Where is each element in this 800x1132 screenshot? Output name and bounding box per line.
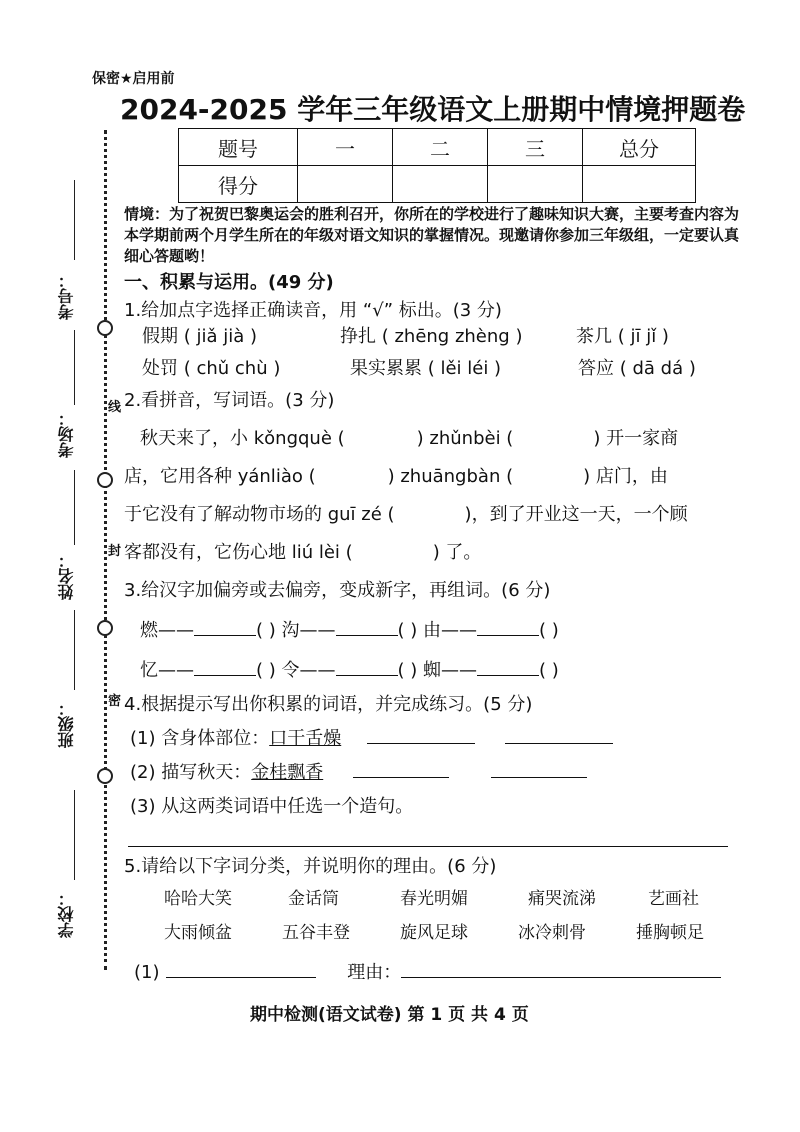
word-paren[interactable]: ( ) bbox=[539, 660, 559, 681]
page-footer: 期中检测(语文试卷) 第 1 页 共 4 页 bbox=[250, 1005, 529, 1025]
pinyin-choice-item[interactable]: 挣扎 ( zhēng zhèng ) bbox=[340, 326, 523, 347]
word-paren[interactable]: ( ) bbox=[397, 660, 418, 681]
word-blank[interactable] bbox=[367, 743, 475, 744]
score-table-header-row bbox=[179, 129, 696, 166]
score-cell: 得分 bbox=[179, 166, 298, 203]
q4-item-3: (3) 从这两类词语中任选一个造句。 bbox=[130, 796, 414, 817]
q2-text: 店，它用各种 yánliào ( bbox=[124, 466, 316, 487]
q3-char: 燃—— bbox=[140, 620, 194, 641]
pinyin-choice-item[interactable]: 答应 ( dā dá ) bbox=[578, 358, 696, 379]
score-input-cell[interactable] bbox=[393, 166, 488, 203]
score-table bbox=[178, 128, 696, 203]
classify-word: 金话筒 bbox=[288, 889, 339, 909]
category-blank[interactable] bbox=[166, 977, 316, 978]
word-paren[interactable]: ( ) bbox=[256, 660, 276, 681]
reason-label: 理由： bbox=[347, 962, 402, 983]
seal-char: 密 bbox=[108, 694, 122, 709]
new-char-blank[interactable] bbox=[194, 675, 256, 676]
binding-hole bbox=[97, 472, 113, 488]
q2-text: ) 开一家商 bbox=[593, 428, 679, 449]
name-line[interactable] bbox=[74, 470, 75, 545]
binding-dotted-line bbox=[104, 130, 107, 970]
q5-words-row-1 bbox=[164, 884, 699, 909]
word-blank[interactable] bbox=[505, 743, 613, 744]
seal-char: 封 bbox=[108, 544, 122, 559]
pinyin-choice-item[interactable]: 茶几 ( jī jǐ ) bbox=[576, 326, 669, 347]
binding-hole bbox=[97, 768, 113, 784]
q2-text: ) zhuāngbàn ( bbox=[387, 466, 514, 487]
pinyin-choice-item[interactable]: 处罚 ( chǔ chù ) bbox=[142, 358, 281, 379]
classify-word: 大雨倾盆 bbox=[164, 923, 232, 943]
classify-word: 捶胸顿足 bbox=[636, 923, 704, 943]
q4-label: (2) 描写秋天： bbox=[130, 762, 252, 783]
answer-index-label: (1) bbox=[134, 962, 160, 983]
seal-char: 线 bbox=[108, 400, 122, 415]
score-table-score-row bbox=[179, 166, 696, 203]
sentence-answer-line[interactable] bbox=[128, 846, 728, 847]
q3-char: 蜘—— bbox=[423, 660, 478, 681]
q2-text: )，到了开业这一天，一个顾 bbox=[464, 504, 688, 525]
side-label-name: 姓名： bbox=[57, 552, 76, 600]
q2-text: 客都没有，它伤心地 liú lèi ( bbox=[124, 542, 353, 563]
q5-words-row-2 bbox=[164, 918, 704, 943]
score-cell: 题号 bbox=[179, 129, 298, 166]
q4-example-word: 金桂飘香 bbox=[251, 762, 324, 783]
side-label-class: 班级： bbox=[57, 700, 76, 748]
exam-room-line[interactable] bbox=[74, 330, 75, 405]
q4-label: (1) 含身体部位： bbox=[130, 728, 270, 749]
exam-number-line[interactable] bbox=[74, 180, 75, 260]
q3-char: 由—— bbox=[423, 620, 478, 641]
classify-word: 旋风足球 bbox=[400, 923, 468, 943]
new-char-blank[interactable] bbox=[477, 635, 539, 636]
context-intro: 情境：为了祝贺巴黎奥运会的胜利召开，你所在的学校进行了趣味知识大赛，主要考查内容为本学期前两个月学生所在的年级对语文知识的掌握情况。现邀请你参加三年级组，一定要认真细心答题哟！ bbox=[124, 205, 740, 265]
side-label-school: 学校： bbox=[57, 890, 76, 938]
binding-hole bbox=[97, 620, 113, 636]
q2-line-2 bbox=[124, 462, 668, 488]
q3-char: 沟—— bbox=[281, 620, 336, 641]
pinyin-choice-item[interactable]: 果实累累 ( lěi léi ) bbox=[350, 358, 502, 379]
new-char-blank[interactable] bbox=[477, 675, 539, 676]
word-blank[interactable] bbox=[353, 777, 449, 778]
q3-row-2 bbox=[140, 656, 559, 682]
score-input-cell[interactable] bbox=[583, 166, 696, 203]
word-paren[interactable]: ( ) bbox=[256, 620, 276, 641]
score-input-cell[interactable] bbox=[488, 166, 583, 203]
question-5-title: 5.请给以下字词分类，并说明你的理由。(6 分) bbox=[124, 856, 497, 877]
classify-word: 痛哭流涕 bbox=[528, 889, 596, 909]
word-paren[interactable]: ( ) bbox=[397, 620, 418, 641]
q3-char: 令—— bbox=[281, 660, 336, 681]
q3-char: 忆—— bbox=[140, 660, 194, 681]
pinyin-choice-item[interactable]: 假期 ( jiǎ jià ) bbox=[142, 326, 257, 347]
q2-text: 于它没有了解动物市场的 guī zé ( bbox=[124, 504, 395, 525]
score-input-cell[interactable] bbox=[298, 166, 393, 203]
section-1-title: 一、积累与运用。(49 分) bbox=[124, 272, 334, 293]
score-cell: 二 bbox=[393, 129, 488, 166]
q2-text: ) 了。 bbox=[432, 542, 482, 563]
side-label-exam-number: 考号： bbox=[57, 272, 76, 320]
new-char-blank[interactable] bbox=[194, 635, 256, 636]
q2-text: ) zhǔnbèi ( bbox=[416, 428, 514, 449]
classify-word: 哈哈大笑 bbox=[164, 889, 232, 909]
q5-answer-row bbox=[134, 958, 721, 984]
side-label-exam-room: 考场： bbox=[57, 410, 76, 458]
q2-text: ) 店门，由 bbox=[583, 466, 668, 487]
score-cell: 总分 bbox=[583, 129, 696, 166]
q2-line-1 bbox=[140, 424, 678, 450]
q4-item-1 bbox=[130, 724, 613, 750]
q4-example-word: 口干舌燥 bbox=[269, 728, 342, 749]
binding-hole bbox=[97, 320, 113, 336]
school-line[interactable] bbox=[74, 790, 75, 880]
reason-blank[interactable] bbox=[401, 977, 721, 978]
classify-word: 艺画社 bbox=[648, 889, 699, 909]
q3-row-1 bbox=[140, 616, 559, 642]
q4-item-2 bbox=[130, 758, 587, 784]
page-title: 2024-2025 学年三年级语文上册期中情境押题卷 bbox=[120, 93, 746, 126]
word-blank[interactable] bbox=[491, 777, 587, 778]
question-1-title: 1.给加点字选择正确读音，用 “√” 标出。(3 分) bbox=[124, 300, 502, 321]
classify-word: 春光明媚 bbox=[400, 889, 468, 909]
q2-line-3 bbox=[124, 500, 688, 526]
new-char-blank[interactable] bbox=[336, 635, 398, 636]
score-cell: 一 bbox=[298, 129, 393, 166]
classify-word: 冰冷刺骨 bbox=[518, 923, 586, 943]
word-paren[interactable]: ( ) bbox=[539, 620, 559, 641]
q2-text: 秋天来了，小 kǒngquè ( bbox=[140, 428, 345, 449]
new-char-blank[interactable] bbox=[336, 675, 398, 676]
question-3-title: 3.给汉字加偏旁或去偏旁，变成新字，再组词。(6 分) bbox=[124, 580, 551, 601]
q2-line-4 bbox=[124, 538, 481, 564]
question-4-title: 4.根据提示写出你积累的词语，并完成练习。(5 分) bbox=[124, 694, 533, 715]
confidential-label: 保密★启用前 bbox=[92, 71, 175, 87]
question-2-title: 2.看拼音，写词语。(3 分) bbox=[124, 390, 335, 411]
classify-word: 五谷丰登 bbox=[282, 923, 350, 943]
class-line[interactable] bbox=[74, 610, 75, 690]
score-cell: 三 bbox=[488, 129, 583, 166]
